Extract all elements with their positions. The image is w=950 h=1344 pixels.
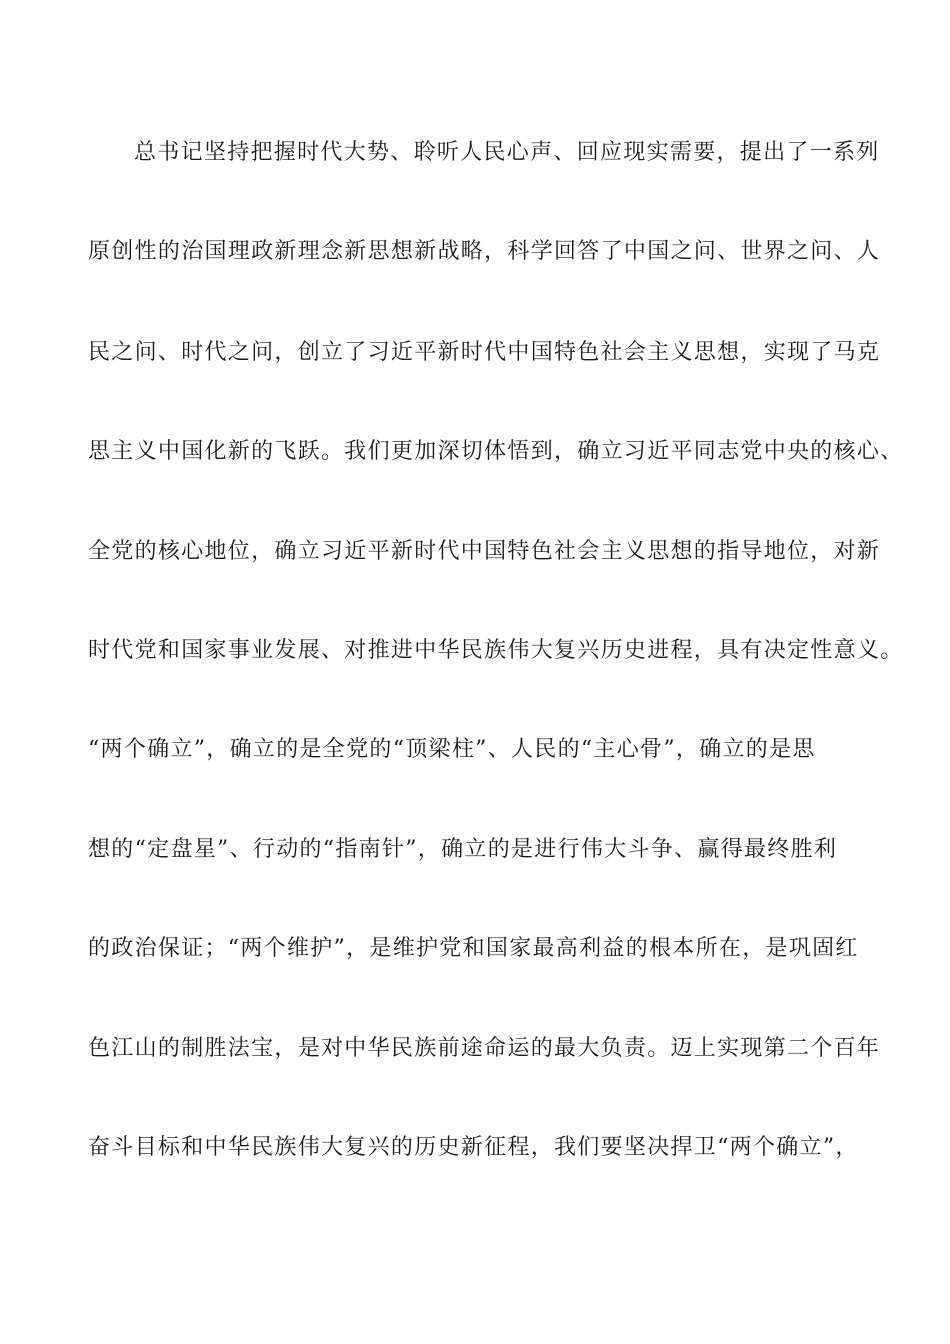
paragraph-line: 色江山的制胜法宝，是对中华民族前途命运的最大负责。迈上实现第二个百年 xyxy=(88,1036,881,1061)
paragraph-line: 总书记坚持把握时代大势、聆听人民心声、回应现实需要，提出了一系列 xyxy=(134,140,880,165)
paragraph-line: “两个确立”，确立的是全党的“顶梁柱”、人民的“主心骨”，确立的是思 xyxy=(88,737,816,762)
paragraph-line: 时代党和国家事业发展、对推进中华民族伟大复兴历史进程，具有决定性意义。 xyxy=(88,638,904,663)
paragraph-line: 想的“定盘星”、行动的“指南针”，确立的是进行伟大斗争、赢得最终胜利 xyxy=(88,837,838,862)
paragraph-line: 思主义中国化新的飞跃。我们更加深切体悟到，确立习近平同志党中央的核心、 xyxy=(88,439,904,464)
paragraph-line: 原创性的治国理政新理念新思想新战略，科学回答了中国之问、世界之问、人 xyxy=(88,239,881,264)
paragraph-line: 奋斗目标和中华民族伟大复兴的历史新征程，我们要坚决捍卫“两个确立”， xyxy=(88,1135,859,1160)
paragraph-line: 的政治保证；“两个维护”，是维护党和国家最高利益的根本所在，是巩固红 xyxy=(88,936,859,961)
paragraph-line: 全党的核心地位，确立习近平新时代中国特色社会主义思想的指导地位，对新 xyxy=(88,539,881,564)
paragraph-line: 民之问、时代之问，创立了习近平新时代中国特色社会主义思想，实现了马克 xyxy=(88,340,881,365)
